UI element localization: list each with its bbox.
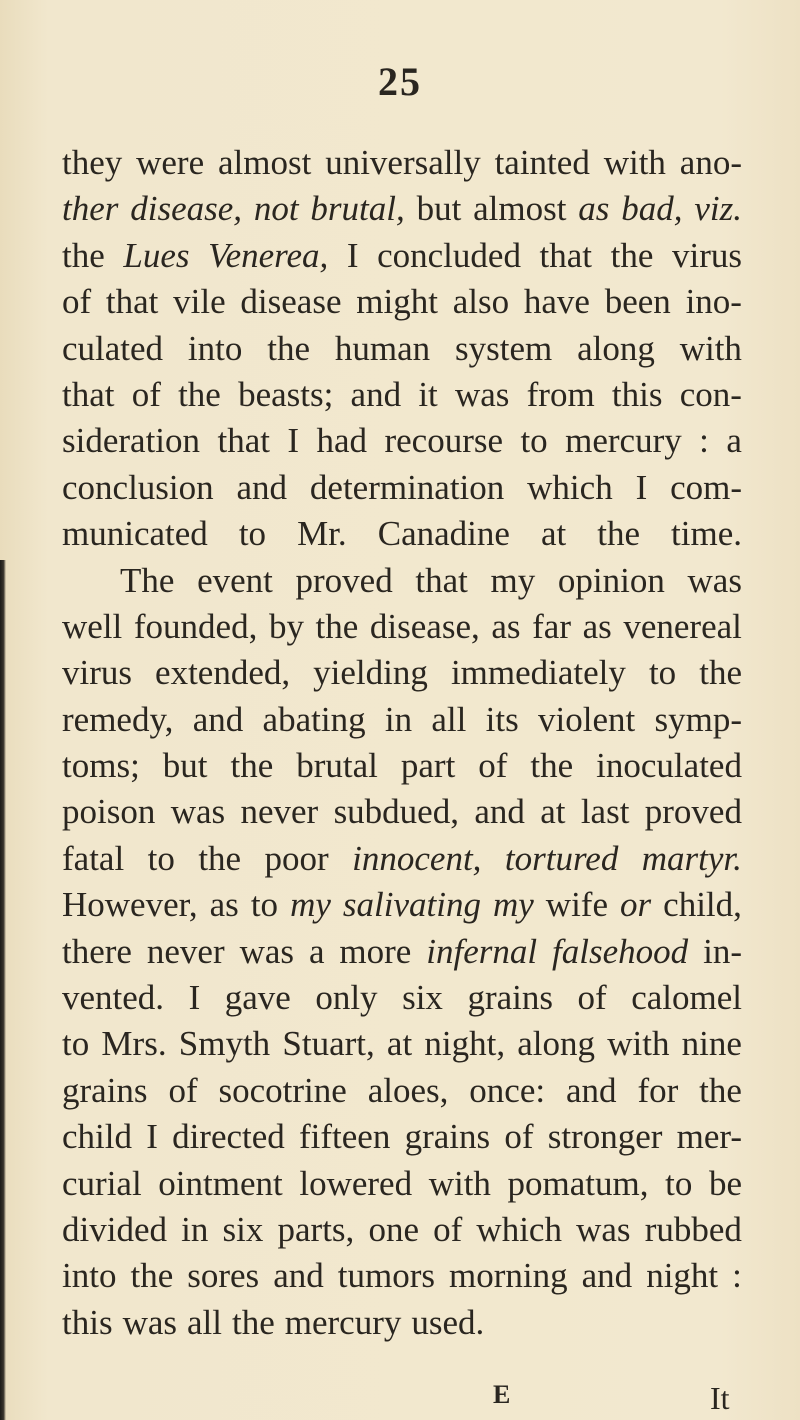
text-line: [62, 326, 742, 372]
word: as: [582, 606, 612, 646]
word: the: [267, 328, 310, 368]
word: at: [386, 1024, 413, 1064]
word: I: [146, 1117, 158, 1157]
word: were: [136, 143, 205, 182]
word: to: [238, 514, 267, 554]
word: which: [527, 467, 613, 507]
word: grains: [62, 1070, 148, 1110]
text-line: [62, 418, 742, 464]
word: proved: [644, 792, 742, 832]
word: Mrs.: [101, 1024, 167, 1064]
word: concluded: [377, 235, 521, 275]
text-line: [62, 1161, 742, 1207]
word: of: [433, 1209, 463, 1249]
signature-mark: E: [493, 1380, 511, 1409]
word: Lues: [123, 235, 190, 275]
word: grains: [404, 1117, 491, 1157]
word: inoculated: [596, 746, 742, 786]
word: municated: [62, 514, 208, 554]
word: the: [530, 746, 574, 786]
word: this: [611, 374, 663, 414]
word: far: [532, 606, 571, 646]
word: grains: [467, 978, 553, 1018]
word: system: [454, 328, 553, 368]
word: martyr.: [641, 838, 742, 878]
word: salivating: [342, 885, 481, 925]
text-line: [62, 233, 742, 279]
word: to: [147, 838, 175, 878]
word: sores: [187, 1256, 260, 1296]
word: socotrine: [218, 1070, 347, 1110]
text-line: [62, 186, 742, 232]
word: universally: [325, 143, 481, 182]
word: a: [726, 421, 742, 461]
word: directed: [172, 1117, 285, 1157]
word: was: [576, 1209, 631, 1249]
word: along: [577, 328, 655, 368]
word: the: [130, 1256, 174, 1296]
word: was: [170, 792, 226, 832]
word: event: [197, 560, 273, 600]
word: sideration: [62, 421, 201, 461]
word: poor: [264, 838, 329, 878]
word: along: [517, 1024, 596, 1064]
word: that: [62, 374, 115, 414]
word: virus: [671, 235, 742, 275]
word: I: [287, 421, 300, 461]
word: beasts;: [238, 374, 334, 414]
word: it: [418, 374, 438, 414]
text-line: [62, 789, 742, 835]
word: falsehood: [552, 931, 689, 971]
word: part: [400, 746, 456, 786]
word: of: [131, 374, 161, 414]
catchword: It: [710, 1380, 730, 1416]
word: yielding: [313, 653, 428, 693]
word: been: [604, 282, 671, 322]
word: :: [732, 1256, 742, 1296]
text-line: [62, 140, 742, 186]
word: nine: [681, 1024, 742, 1064]
word: but: [162, 746, 208, 786]
text-line: [62, 1300, 742, 1346]
word: the: [610, 235, 654, 275]
text-line: [62, 372, 742, 418]
word: that: [415, 560, 468, 600]
word: the: [315, 606, 359, 646]
word: for: [637, 1070, 679, 1110]
word: immediately: [450, 653, 626, 693]
word: subdued,: [333, 792, 459, 832]
word: there: [62, 931, 132, 971]
word: at: [540, 792, 566, 832]
text-line: [62, 558, 742, 604]
page-footer: [0, 1380, 800, 1420]
word: with: [679, 328, 742, 368]
word: abating: [262, 699, 366, 739]
text-line: [62, 1207, 742, 1253]
word: conclusion: [62, 467, 214, 507]
word: brutal,: [310, 189, 405, 229]
word: and: [192, 699, 244, 739]
word: wife: [545, 885, 608, 925]
word: into: [187, 328, 243, 368]
word: in: [181, 1209, 209, 1249]
word: not: [253, 189, 299, 229]
page-gutter-shadow: [0, 560, 6, 1420]
word: might: [356, 282, 438, 322]
word: with: [607, 1024, 670, 1064]
text-line: [62, 929, 742, 975]
word: all: [187, 1302, 222, 1342]
word: almost: [473, 189, 567, 229]
word: pomatum,: [507, 1163, 649, 1203]
word: viz.: [694, 189, 742, 229]
word: a: [308, 931, 325, 971]
word: into: [62, 1256, 117, 1296]
word: from: [526, 374, 595, 414]
word: never: [146, 931, 225, 971]
word: Mr.: [297, 514, 347, 554]
word: disease,: [369, 606, 480, 646]
word: its: [485, 699, 519, 739]
word: and: [273, 1256, 324, 1296]
word: venereal: [623, 606, 742, 646]
word: once:: [469, 1070, 546, 1110]
word: six: [402, 978, 443, 1018]
text-line: [62, 1253, 742, 1299]
word: mercury: [284, 1302, 402, 1342]
word: in-: [703, 931, 742, 971]
word: ther: [62, 189, 119, 229]
word: to: [665, 1163, 693, 1203]
word: of: [62, 282, 92, 322]
word: but: [416, 189, 462, 229]
word: poison: [62, 792, 156, 832]
word: calomel: [631, 978, 742, 1018]
word: I: [188, 978, 201, 1018]
text-line: [62, 882, 742, 928]
word: the: [178, 374, 221, 414]
word: to: [250, 885, 279, 925]
word: curial: [62, 1163, 142, 1203]
word: or: [620, 885, 652, 925]
word: Canadine: [377, 514, 510, 554]
word: child,: [663, 885, 742, 925]
word: and: [236, 467, 288, 507]
word: that: [217, 421, 270, 461]
text-line: [62, 511, 742, 557]
word: the: [62, 235, 105, 275]
text-line: [62, 743, 742, 789]
word: culated: [62, 328, 164, 368]
word: almost: [218, 143, 312, 182]
word: that: [539, 235, 593, 275]
text-line: [62, 465, 742, 511]
text-line: [62, 650, 742, 696]
word: my: [492, 885, 534, 925]
word: with: [603, 143, 666, 182]
word: well: [62, 606, 123, 646]
word: the: [198, 838, 242, 878]
word: of: [504, 1117, 534, 1157]
word: they: [62, 143, 123, 182]
word: vented.: [62, 978, 165, 1018]
word: gave: [224, 978, 291, 1018]
word: Venerea,: [208, 235, 329, 275]
text-line: [62, 975, 742, 1021]
word: rubbed: [644, 1209, 742, 1249]
word: the: [230, 746, 274, 786]
word: in: [384, 699, 413, 739]
word: was: [687, 560, 742, 600]
word: the: [699, 1070, 742, 1110]
word: six: [222, 1209, 264, 1249]
word: and: [474, 792, 525, 832]
word: of: [478, 746, 508, 786]
word: have: [523, 282, 590, 322]
word: one: [368, 1209, 419, 1249]
word: the: [597, 514, 640, 554]
word: com-: [670, 467, 742, 507]
word: the: [699, 653, 742, 693]
word: tainted: [494, 143, 590, 182]
word: ano-: [679, 143, 742, 182]
word: of: [577, 978, 607, 1018]
word: I: [635, 467, 648, 507]
text-line: [62, 1068, 742, 1114]
word: my: [290, 885, 331, 925]
word: I: [346, 235, 359, 275]
word: time.: [671, 514, 742, 554]
text-line: [62, 1021, 742, 1067]
word: be: [708, 1163, 742, 1203]
word: to: [62, 1024, 90, 1064]
word: also: [452, 282, 510, 322]
word: which: [476, 1209, 562, 1249]
word: Stuart,: [282, 1024, 375, 1064]
word: mercury: [565, 421, 682, 461]
word: as: [209, 885, 239, 925]
word: con-: [679, 374, 742, 414]
word: this: [62, 1302, 113, 1342]
word: the: [232, 1302, 275, 1342]
text-line: [62, 697, 742, 743]
word: proved: [295, 560, 393, 600]
word: ointment: [158, 1163, 283, 1203]
word: virus: [62, 653, 132, 693]
word: stronger: [547, 1117, 663, 1157]
word: recourse: [384, 421, 504, 461]
word: The: [120, 560, 175, 600]
word: :: [699, 421, 709, 461]
word: as: [491, 606, 521, 646]
word: had: [316, 421, 368, 461]
word: symp-: [654, 699, 742, 739]
word: bad,: [621, 189, 683, 229]
word: and: [581, 1256, 633, 1296]
body-text: [62, 140, 742, 1346]
text-line: [62, 604, 742, 650]
word: Smyth: [178, 1024, 271, 1064]
word: as: [578, 189, 610, 229]
word: aloes,: [367, 1070, 449, 1110]
word: of: [168, 1070, 198, 1110]
word: fatal: [62, 838, 125, 878]
text-line: [62, 836, 742, 882]
word: ino-: [685, 282, 742, 322]
word: vile: [173, 282, 226, 322]
word: only: [315, 978, 378, 1018]
word: child: [62, 1117, 132, 1157]
word: and: [350, 374, 402, 414]
word: night,: [424, 1024, 506, 1064]
word: determination: [309, 467, 505, 507]
word: was: [454, 374, 510, 414]
word: opinion: [557, 560, 665, 600]
word: brutal: [296, 746, 378, 786]
word: was: [239, 931, 294, 971]
word: used.: [411, 1302, 485, 1342]
word: night: [646, 1256, 719, 1296]
page-number: 25: [378, 59, 422, 104]
word: parts,: [277, 1209, 355, 1249]
word: human: [334, 328, 431, 368]
word: to: [520, 421, 548, 461]
word: all: [431, 699, 467, 739]
text-line: [62, 1114, 742, 1160]
word: and: [566, 1070, 617, 1110]
word: at: [540, 514, 567, 554]
word: mer-: [676, 1117, 742, 1157]
word: was: [122, 1302, 178, 1342]
word: my: [490, 560, 536, 600]
word: disease,: [130, 189, 243, 229]
word: tortured: [504, 838, 619, 878]
word: that: [105, 282, 159, 322]
word: However,: [62, 885, 198, 925]
word: extended,: [155, 653, 291, 693]
word: disease: [240, 282, 342, 322]
word: remedy,: [62, 699, 174, 739]
word: divided: [62, 1209, 167, 1249]
word: fifteen: [299, 1117, 391, 1157]
word: lowered: [299, 1163, 413, 1203]
word: tumors: [337, 1256, 435, 1296]
word: infernal: [426, 931, 538, 971]
word: with: [428, 1163, 491, 1203]
word: by: [268, 606, 304, 646]
word: innocent,: [352, 838, 482, 878]
word: more: [339, 931, 412, 971]
text-line: [62, 279, 742, 325]
word: violent: [538, 699, 636, 739]
word: toms;: [62, 746, 140, 786]
word: never: [240, 792, 319, 832]
word: morning: [449, 1256, 568, 1296]
word: to: [648, 653, 677, 693]
word: founded,: [133, 606, 258, 646]
word: last: [580, 792, 630, 832]
